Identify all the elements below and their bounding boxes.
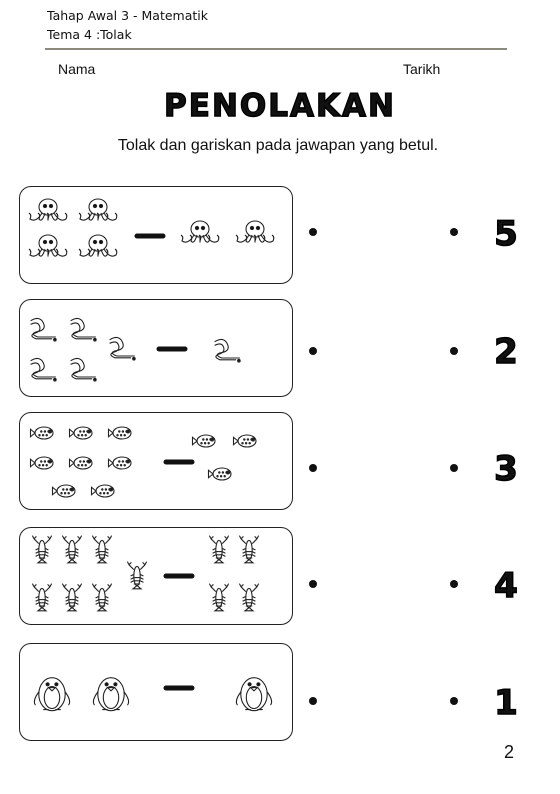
answer-dot-2[interactable] [450,347,458,355]
page-title: PENOLAKAN [164,88,396,124]
eel-icon [71,318,97,340]
question-dot-3[interactable] [309,464,317,472]
question-4-illustration [20,528,294,626]
pufferfish-icon [92,485,115,497]
question-box-1 [19,186,293,284]
pufferfish-icon [193,435,216,447]
answer-dot-3[interactable] [450,464,458,472]
lobster-icon [209,536,228,563]
lobster-icon [62,584,81,611]
pufferfish-icon [31,427,54,439]
instruction-text: Tolak dan gariskan pada jawapan yang betul. [117,137,439,154]
penguin-icon [236,678,271,711]
answer-dot-5[interactable] [450,697,458,705]
answer-dot-1[interactable] [450,228,458,236]
page-number: 2 [504,742,515,762]
answer-number-2[interactable]: 2 [494,332,518,372]
lobster-icon [239,584,258,611]
octopus-icon [29,235,67,256]
eel-icon [31,318,57,340]
octopus-icon [181,221,219,242]
question-dot-2[interactable] [309,347,317,355]
pufferfish-icon [31,457,54,469]
octopus-icon [79,199,117,220]
answer-number-3[interactable]: 3 [494,449,518,489]
answer-number-4[interactable]: 4 [494,566,518,606]
answer-dot-4[interactable] [450,580,458,588]
pufferfish-icon [53,485,76,497]
penguin-icon [93,678,128,711]
question-box-3 [19,412,293,510]
lobster-icon [32,584,51,611]
lobster-icon [62,536,81,563]
question-dot-5[interactable] [309,697,317,705]
pufferfish-icon [109,457,132,469]
pufferfish-icon [109,427,132,439]
answer-number-5[interactable]: 1 [494,683,518,723]
header-theme: Tema 4 :Tolak [47,27,132,42]
pufferfish-icon [70,427,93,439]
date-label: Tarikh [403,61,441,77]
pufferfish-icon [234,435,257,447]
eel-icon [215,339,241,361]
octopus-icon [29,199,67,220]
question-dot-1[interactable] [309,228,317,236]
question-box-5 [19,643,293,741]
eel-icon [31,358,57,380]
lobster-icon [92,584,111,611]
pufferfish-icon [209,468,232,480]
header-divider [45,48,507,50]
question-dot-4[interactable] [309,580,317,588]
question-2-illustration [20,300,294,398]
penguin-icon [34,678,69,711]
octopus-icon [236,221,274,242]
octopus-icon [79,235,117,256]
question-box-2 [19,299,293,397]
header-subject: Tahap Awal 3 - Matematik [47,8,208,23]
lobster-icon [209,584,228,611]
lobster-icon [239,536,258,563]
lobster-icon [127,562,146,589]
lobster-icon [32,536,51,563]
question-box-4 [19,527,293,625]
answer-number-1[interactable]: 5 [494,214,518,254]
question-5-illustration [20,644,294,742]
lobster-icon [92,536,111,563]
question-3-illustration [20,413,294,511]
eel-icon [110,337,136,359]
eel-icon [71,358,97,380]
name-label: Nama [58,61,96,77]
question-1-illustration [20,187,294,285]
pufferfish-icon [70,457,93,469]
